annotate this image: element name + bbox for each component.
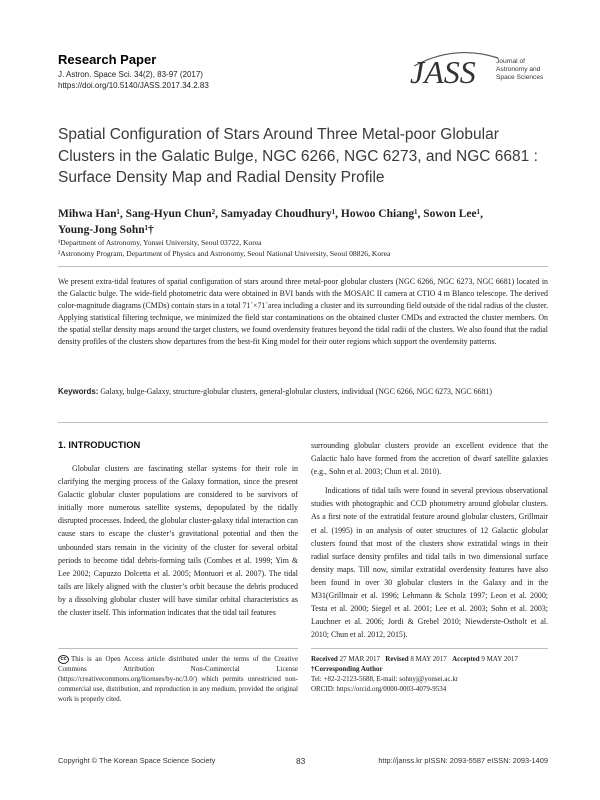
orcid-link[interactable]: ORCID: https://orcid.org/0000-0003-4079-9534 — [311, 685, 447, 693]
divider — [58, 422, 548, 423]
article-history — [311, 654, 548, 694]
journal-header — [58, 52, 548, 100]
contact-info[interactable]: Tel: +82-2-2123-5688, E-mail: sohnyj@yonsei.ac.kr — [311, 675, 459, 683]
citation: J. Astron. Space Sci. 34(2), 83-97 (2017) — [58, 70, 203, 79]
creative-commons-icon: cc — [58, 655, 69, 664]
revised-label: Revised — [385, 655, 409, 663]
journal-logo — [410, 54, 548, 100]
journal-logo-text: JASS — [410, 54, 476, 90]
section-heading: 1. INTRODUCTION — [58, 439, 141, 450]
page-footer — [58, 756, 548, 770]
affiliations — [58, 237, 548, 259]
title-line: Clusters in the Galatic Bulge, NGC 6266, NGC 6273, and NGC 6681 : — [58, 147, 538, 165]
doi-link[interactable]: https://doi.org/10.5140/JASS.2017.34.2.83 — [58, 80, 209, 90]
received-label: Received — [311, 655, 338, 663]
divider — [58, 266, 548, 267]
journal-subtitle-line: Journal of — [496, 58, 525, 65]
author-list — [58, 207, 548, 238]
license-text: This is an Open Access article distributed under the terms of the Creative Commons Attribution Non-Commercial License (https://creativecommons.org/licenses/by-nc/3.0/) which permits unrestricted non-commercial use, distribution, and reproduction in any medium, provided the original work is properly cited. — [58, 655, 298, 703]
accepted-label: Accepted — [452, 655, 480, 663]
accepted-date: 9 MAY 2017 — [481, 655, 518, 663]
license-note — [58, 654, 298, 704]
keywords-label: Keywords: — [58, 387, 99, 396]
journal-subtitle-line: Astronomy and — [496, 66, 541, 73]
page-number: 83 — [296, 756, 306, 766]
footnote-divider — [58, 648, 298, 649]
received-date: 27 MAR 2017 — [339, 655, 381, 663]
journal-url-issn[interactable]: http://janss.kr pISSN: 2093-5587 eISSN: 2093-1409 — [378, 756, 548, 765]
title-line: Spatial Configuration of Stars Around Three Metal-poor Globular — [58, 126, 499, 143]
journal-subtitle-line: Space Sciences — [496, 74, 544, 81]
abstract: We present extra-tidal features of spatial configuration of stars around three metal-poor globular clusters (NGC 6266, NGC 6273, NGC 6681) located in the Galactic bulge. The wide-field photometric data were obtained in BVI bands with the MOSAIC II camera at CTIO 4 m Blanco telescope. The derived color-magnitude diagrams (CMDs) contain stars in a total 71´×71´area including a cluster and its surrounding field outside of the tidal radius of the cluster. Applying statistical filtering technique, we minimized the field star contaminations on the obtained cluster CMDs and extracted the cluster members. On the spatial stellar density maps around the target clusters, we found overdensity features beyond the tidal radii of the clusters. We also found that the radial density profiles of the clusters show departures from the best-fit King model for their outer regions which support the overdensity patterns. — [58, 277, 548, 347]
affiliation-item: ¹Department of Astronomy, Yonsei University, Seoul 03722, Korea — [58, 238, 262, 247]
footnote-divider — [311, 648, 548, 649]
copyright-notice: Copyright © The Korean Space Science Society — [58, 756, 216, 765]
revised-date: 8 MAY 2017 — [410, 655, 447, 663]
body-paragraph: Globular clusters are fascinating stellar systems for their role in clarifying the merging process of the Galaxy formation, since the present Galactic globular cluster populations are considered to be survivors of initially more numerous satellite systems, depopulated by the tidally disrupted processes. Indeed, the globular cluster-galaxy tidal interaction can cause stars to escape the cluster’s gravitational potential and then the unbounded stars remain in the vicinity of the cluster for several orbital periods to become tidal debris-forming tails (Combes et al. 1999; Yim & Lee 2002; Capuzzo Dolcetta et al. 2005; Montuori et al. 2007). The tidal tails are likely aligned with the cluster’s orbit because the debris produced by a dissolving globular cluster will have similar orbital characteristics as the cluster itself. This information indicates that the tidal tail features — [58, 464, 298, 618]
title-line: Surface Density Map and Radial Density Profile — [58, 169, 385, 186]
journal-subtitle — [496, 58, 543, 82]
paper-title — [58, 124, 548, 189]
intro-left-column — [58, 439, 298, 619]
dates-line — [311, 654, 548, 664]
affiliation-item: ²Astronomy Program, Department of Physics and Astronomy, Seoul National University, Seoul 08826, Korea — [58, 249, 391, 258]
intro-right-column — [311, 439, 548, 641]
body-paragraph: surrounding globular clusters provide an excellent evidence that the Galactic halo have formed from the accretion of dwarf satellite galaxies (e.g., Sohn et al. 2003; Chun et al. 2010). — [311, 441, 548, 477]
author-line: Mihwa Han¹, Sang-Hyun Chun², Samyaday Choudhury¹, Howoo Chiang¹, Sowon Lee¹, — [58, 208, 483, 220]
keywords — [58, 386, 548, 398]
body-paragraph: Indications of tidal tails were found in several previous observational studies with photographic and CCD photometry around globular clusters. As a first note of the extratidal feature around globular clusters, Grillmair et al. (1995) in an analysis of outer structures of 12 Galactic globular clusters found that most of the clusters show extratidal wings in their radial surface density profiles and tidal tails in two dimensional surface density maps. Till now, similar extratidal overdensity features have also been found in over 30 globular clusters in the Galaxy and in the M31(Grillmair et al. 1996; Lehmann & Scholz 1997; Leon et al. 2000; Testa et al. 2000; Siegel et al. 2001; Lee et al. 2003; Sohn et al. 2003; Lauchner et al. 2006; Jordi & Grebel 2010; Niewderste-Ostholt et al. 2010; Chun et al. 2012, 2015). — [311, 486, 548, 640]
author-line: Young-Jong Sohn¹† — [58, 223, 154, 236]
corresponding-author: †Corresponding Author — [311, 665, 383, 673]
article-type: Research Paper — [58, 52, 157, 67]
keywords-text: Galaxy, bulge-Galaxy, structure-globular clusters, general-globular clusters, individual (NGC 6266, NGC 6273, NGC 6681) — [98, 387, 492, 396]
